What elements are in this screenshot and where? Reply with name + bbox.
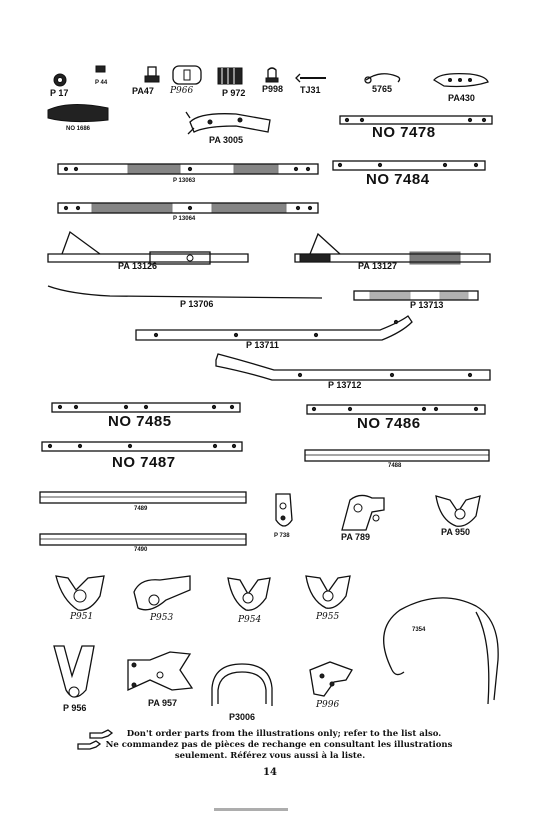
part-pa957 (128, 652, 192, 690)
label-p13706: P 13706 (180, 299, 214, 309)
part-p956 (54, 646, 94, 697)
label-pa47: PA47 (132, 86, 154, 96)
part-pa13126 (48, 232, 248, 264)
part-p44 (96, 66, 105, 72)
part-p966 (173, 66, 201, 84)
part-7488 (305, 450, 489, 461)
label-7489: 7489 (134, 506, 148, 512)
label-7354: 7354 (412, 627, 426, 633)
label-pa13127: PA 13127 (358, 261, 398, 271)
label-pa3005: PA 3005 (209, 135, 244, 145)
part-7489 (40, 492, 246, 503)
label-pa13126: PA 13126 (118, 261, 158, 271)
label-no7485: NO 7485 (108, 413, 172, 430)
part-p998 (266, 68, 278, 82)
part-p951 (56, 576, 104, 610)
label-5765: 5765 (372, 84, 393, 94)
footer-line-english: Don't order parts from the illustrations only; refer to the list also. (126, 729, 442, 739)
part-no7478 (340, 116, 492, 124)
label-p738: P 738 (274, 533, 290, 539)
part-pa950 (436, 496, 480, 526)
label-no7486: NO 7486 (357, 415, 421, 432)
part-pa3005 (186, 112, 270, 134)
part-p738 (276, 494, 292, 526)
label-p955: P955 (316, 612, 340, 622)
label-p13064: P 13064 (173, 216, 196, 222)
part-no7485 (52, 403, 240, 412)
part-p996 (310, 662, 352, 696)
label-pa950: PA 950 (441, 527, 471, 537)
part-p13712 (216, 354, 490, 380)
label-7488: 7488 (388, 463, 402, 469)
label-p13713: P 13713 (410, 300, 444, 310)
part-pa47 (145, 67, 159, 82)
footer-note (60, 729, 480, 762)
part-p953 (134, 576, 190, 610)
part-p13706 (48, 286, 322, 298)
part-no7487 (42, 442, 242, 451)
part-no7486 (307, 405, 485, 414)
label-p17: P 17 (50, 88, 69, 98)
label-p996: P996 (316, 700, 340, 710)
label-p3006: P3006 (229, 712, 256, 722)
part-no1686 (48, 104, 108, 121)
label-p13063: P 13063 (173, 178, 196, 184)
label-p951: P951 (70, 612, 94, 622)
part-pa430 (434, 74, 488, 87)
label-p966: P966 (170, 86, 194, 96)
label-no7478: NO 7478 (372, 124, 436, 141)
part-pa13127 (295, 234, 490, 264)
part-p13711 (136, 316, 412, 340)
part-p13713 (354, 291, 478, 300)
part-pa789 (342, 495, 384, 530)
part-tj31 (296, 74, 326, 82)
part-p13064 (58, 203, 318, 213)
label-pa957: PA 957 (148, 698, 178, 708)
label-p44: P 44 (95, 80, 108, 86)
label-p956: P 956 (63, 703, 87, 713)
label-p998: P998 (262, 84, 284, 94)
part-p955 (306, 576, 350, 608)
part-p972 (218, 68, 242, 84)
label-p953: P953 (150, 613, 174, 623)
footer-line-french-2: seulement. Référez vous aussi à la liste. (174, 751, 366, 761)
label-no1686: NO 1686 (66, 126, 91, 132)
footer-line-french-1: Ne commandez pas de pièces de rechange en consultant les illustrations (105, 740, 453, 750)
part-5765 (365, 74, 400, 83)
label-pa430: PA430 (448, 93, 475, 103)
part-p3006 (212, 664, 272, 706)
page-number: 14 (263, 767, 277, 778)
label-p13711: P 13711 (246, 340, 279, 350)
part-p13063 (58, 164, 318, 174)
part-p954 (228, 578, 270, 610)
scan-mark (214, 808, 288, 811)
part-7490 (40, 534, 246, 545)
label-p972: P 972 (222, 88, 246, 98)
label-no7484: NO 7484 (366, 171, 430, 188)
label-no7487: NO 7487 (112, 454, 176, 471)
part-7354 (384, 598, 498, 704)
part-p17 (54, 74, 66, 86)
label-pa789: PA 789 (341, 532, 371, 542)
part-no7484 (333, 161, 485, 170)
label-p954: P954 (238, 615, 262, 625)
label-7490: 7490 (134, 547, 148, 553)
label-tj31: TJ31 (300, 85, 321, 95)
label-p13712: P 13712 (328, 380, 362, 390)
